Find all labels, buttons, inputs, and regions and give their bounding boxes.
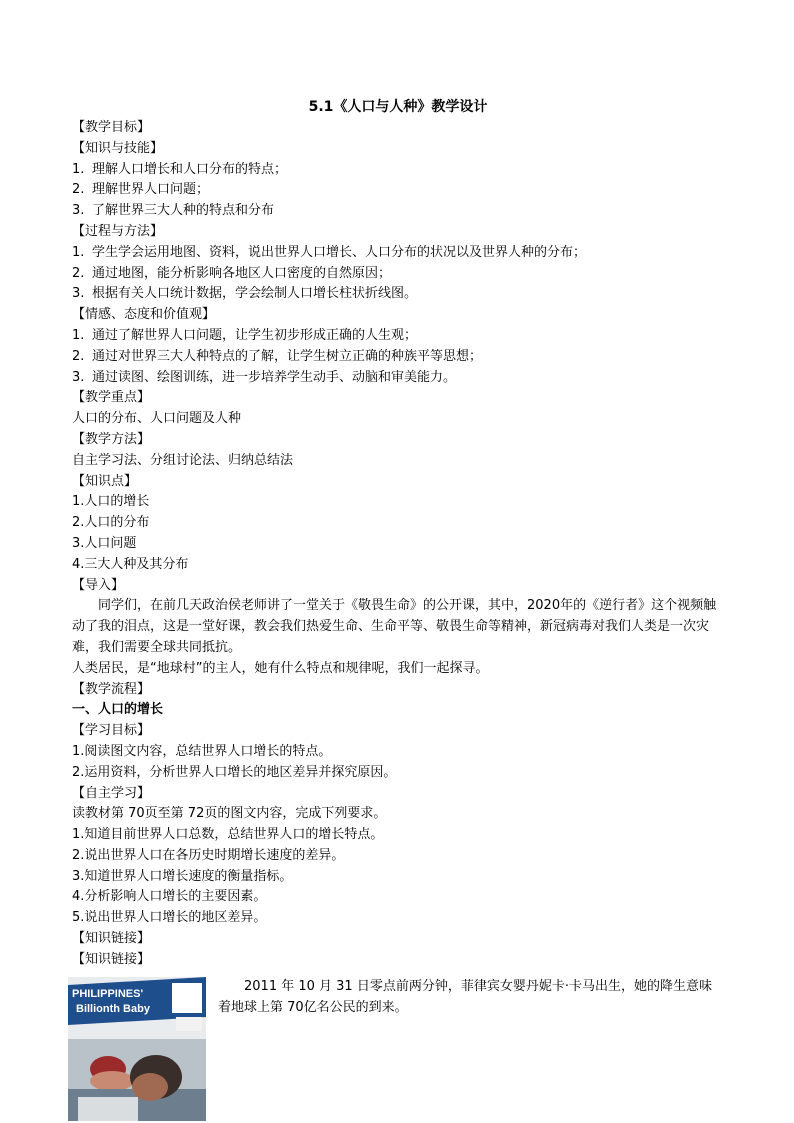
newborn-photo: [68, 977, 206, 1121]
heading-knowledge-link: 【知识链接】: [72, 931, 151, 947]
list-item: 3.知道世界人口增长速度的衡量指标。: [72, 868, 293, 884]
self-study-intro: 读教材第 70页至第 72页的图文内容，完成下列要求。: [72, 806, 387, 822]
list-item: 5.说出世界人口增长的地区差异。: [72, 910, 267, 926]
list-item: 3. 通过读图、绘图训练，进一步培养学生动手、动脑和审美能力。: [72, 369, 457, 385]
list-item: 3.人口问题: [72, 535, 137, 551]
heading-goals: 【教学目标】: [72, 120, 151, 135]
list-item: 1.人口的增长: [72, 494, 150, 510]
banner-text-line1: PHILIPPINES': [72, 988, 144, 1000]
heading-intro: 【导入】: [72, 577, 125, 593]
methods-text: 自主学习法、分组讨论法、归纳总结法: [72, 452, 294, 468]
heading-methods: 【教学方法】: [72, 431, 151, 447]
heading-study-goals: 【学习目标】: [72, 723, 151, 739]
banner-text-line2: Billionth Baby: [76, 1003, 150, 1015]
key-points-text: 人口的分布、人口问题及人种: [72, 411, 242, 427]
document-body: [72, 96, 724, 971]
list-item: 3. 根据有关人口统计数据，学会绘制人口增长柱状折线图。: [72, 286, 418, 302]
list-item: 2.运用资料，分析世界人口增长的地区差异并探究原因。: [72, 764, 397, 780]
intro-paragraph: 同学们，在前几天政治侯老师讲了一堂关于《敬畏生命》的公开课，其中，2020年的《逆行者》这个视频触动了我的泪点，这是一堂好课，教会我们热爱生命、生命平等、敬畏生命等精神，新冠病毒对我们人类是一次灾难，我们需要全球共同抵抗。: [72, 598, 717, 655]
heading-knowledge-link: 【知识链接】: [72, 951, 151, 967]
heading-flow: 【教学流程】: [72, 681, 151, 697]
list-item: 1. 通过了解世界人口问题，让学生初步形成正确的人生观；: [72, 327, 418, 343]
list-item: 4.三大人种及其分布: [72, 556, 189, 572]
list-item: 1. 理解人口增长和人口分布的特点；: [72, 161, 288, 177]
list-item: 3. 了解世界三大人种的特点和分布: [72, 203, 275, 219]
knowledge-link-figure: [68, 977, 728, 1121]
list-item: 2. 通过地图，能分析影响各地区人口密度的自然原因；: [72, 265, 392, 281]
page-title: 5.1《人口与人种》教学设计: [308, 99, 488, 115]
list-item: 2. 理解世界人口问题；: [72, 182, 210, 198]
heading-knowledge-skill: 【知识与技能】: [72, 140, 164, 156]
heading-process-method: 【过程与方法】: [72, 223, 164, 239]
list-item: 1. 学生学会运用地图、资料，说出世界人口增长、人口分布的状况以及世界人种的分布；: [72, 244, 587, 260]
heading-knowledge-points: 【知识点】: [72, 473, 138, 489]
heading-emotion: 【情感、态度和价值观】: [72, 307, 216, 323]
heading-key-points: 【教学重点】: [72, 390, 151, 406]
list-item: 2.人口的分布: [72, 515, 150, 531]
list-item: 2.说出世界人口在各历史时期增长速度的差异。: [72, 847, 345, 863]
list-item: 1.阅读图文内容，总结世界人口增长的特点。: [72, 743, 332, 759]
photo-caption: 2011 年 10 月 31 日零点前两分钟，菲律宾女婴丹妮卡·卡马出生，她的降生意味着地球上第 70亿名公民的到来。: [218, 979, 712, 1015]
heading-self-study: 【自主学习】: [72, 785, 151, 801]
list-item: 1.知道目前世界人口总数，总结世界人口的增长特点。: [72, 827, 384, 843]
list-item: 4.分析影响人口增长的主要因素。: [72, 889, 267, 905]
intro-line: 人类居民，是“地球村”的主人，她有什么特点和规律呢，我们一起探寻。: [72, 660, 489, 676]
section-heading: 一、人口的增长: [72, 702, 164, 718]
list-item: 2. 通过对世界三大人种特点的了解，让学生树立正确的种族平等思想；: [72, 348, 483, 364]
